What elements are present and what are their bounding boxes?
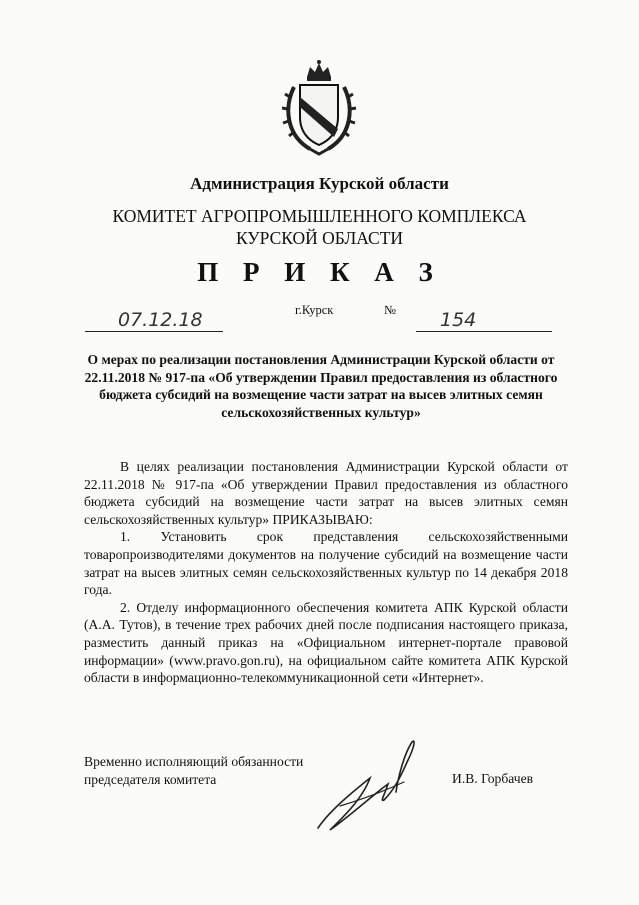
committee-line-2: КУРСКОЙ ОБЛАСТИ [235,228,404,248]
signer-title-line-2: председателя комитета [84,771,217,787]
number-underline [416,331,552,332]
document-date: 07.12.18 [118,309,203,331]
handwritten-signature [300,730,430,840]
coat-of-arms-icon [280,57,358,157]
order-subject: О мерах по реализации постановления Администрации Курской области от 22.11.2018 № 917-па «Об утверждении Правил предоставления из областного бюджета субсидий на возмещение части затрат на высев элитных семян сельскохозяйственных культур» [84,352,558,420]
document-number: 154 [440,309,477,331]
date-underline [85,331,223,332]
document-type-title: П Р И К А З [197,257,442,287]
signer-title-line-1: Временно исполняющий обязанности [84,754,304,769]
administration-name: Администрация Курской области [190,174,449,193]
number-sign: № [384,303,396,317]
item-2-paragraph: 2. Отделу информационного обеспечения комитета АПК Курской области (А.А. Тутов), в течение трех рабочих дней после подписания настоящего приказа, разместить данный приказ на «Официальном интернет-портале правовой информации» (www.pravo.gon.ru), на официальном сайте комитета АПК Курской области в информационно-телекоммуникационной сети «Интернет». [84,599,568,686]
committee-line-1: КОМИТЕТ АГРОПРОМЫШЛЕННОГО КОМПЛЕКСА [112,206,527,226]
signer-name: И.В. Горбачев [452,771,534,786]
item-1-paragraph: 1. Установить срок представления сельскохозяйственными товаропроизводителями документов на получение субсидий на возмещение части затрат на высев элитных семян сельскохозяйственных культур по 14 декабря 2018 года. [84,529,568,598]
preamble-paragraph: В целях реализации постановления Администрации Курской области от 22.11.2018 № 917-па «Об утверждении Правил предоставления из областного бюджета субсидий на возмещение части затрат на высев элитных семян сельскохозяйственных культур» ПРИКАЗЫВАЮ: [84,459,568,527]
city-label: г.Курск [295,303,334,317]
committee-name [0,205,639,249]
order-body [84,458,568,687]
